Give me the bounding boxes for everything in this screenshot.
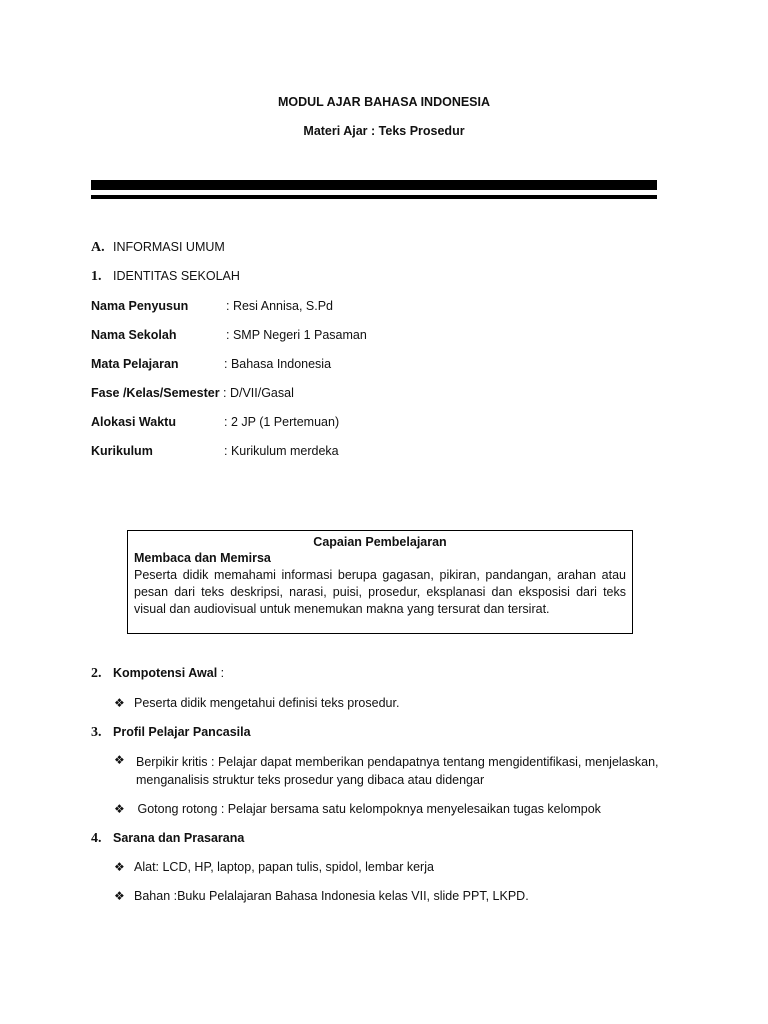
section-3-label: Profil Pelajar Pancasila [113,725,251,739]
section-4-heading [91,831,244,847]
list-item [114,753,674,789]
section-a-heading [91,240,225,256]
identity-key: Kurikulum [91,444,153,458]
identity-value: : D/VII/Gasal [223,386,294,400]
list-item-text: Alat: LCD, HP, laptop, papan tulis, spidol, lembar kerja [134,860,434,874]
section-4-label: Sarana dan Prasarana [113,831,245,845]
section-a-letter: A. [91,240,105,255]
diamond-bullet-icon: ❖ [114,860,125,874]
identity-key: Alokasi Waktu [91,415,176,429]
document-title: MODUL AJAR BAHASA INDONESIA [277,95,491,109]
identity-key: Nama Penyusun [91,299,189,313]
list-item-text: Peserta didik mengetahui definisi teks prosedur. [134,696,400,710]
identity-key: Nama Sekolah [91,328,177,342]
section-a-label: INFORMASI UMUM [113,240,225,254]
section-2-heading [91,666,224,682]
capaian-title: Capaian Pembelajaran [313,535,447,549]
list-item-text: Bahan :Buku Pelalajaran Bahasa Indonesia kelas VII, slide PPT, LKPD. [134,889,529,903]
diamond-bullet-icon: ❖ [114,696,125,710]
identity-value: : 2 JP (1 Pertemuan) [224,415,340,429]
section-2-number: 2. [91,666,102,681]
section-1-label: IDENTITAS SEKOLAH [113,269,240,283]
diamond-bullet-icon: ❖ [114,889,125,903]
list-item [114,802,601,816]
section-2-suffix: : [217,666,225,680]
section-1-heading [91,269,240,285]
identity-value: : SMP Negeri 1 Pasaman [226,328,367,342]
header-divider-thick [91,180,657,190]
header-divider-thin [91,195,657,199]
list-item-text: Gotong rotong : Pelajar bersama satu kelompoknya menyelesaikan tugas kelompok [134,802,601,816]
section-4-number: 4. [91,831,102,846]
capaian-pembelajaran-box [127,530,633,634]
document-subtitle: Materi Ajar : Teks Prosedur [303,124,465,138]
list-item [114,889,529,903]
capaian-text: Peserta didik memahami informasi berupa gagasan, pikiran, pandangan, arahan atau pesan dari teks deskripsi, narasi, puisi, prosedur, eksplanasi dan eksposisi dari teks visual dan audiovisual untuk menemukan makna yang tersurat dan tersirat. [134,568,626,616]
list-item [114,696,399,710]
list-item [114,860,434,874]
identity-key: Mata Pelajaran [91,357,179,371]
section-3-number: 3. [91,725,102,740]
list-item-text: Berpikir kritis : Pelajar dapat memberikan pendapatnya tentang mengidentifikasi, menjelaskan, menganalisis struktur teks prosedur yang dibaca atau didengar [136,755,659,787]
identity-value: : Kurikulum merdeka [224,444,339,458]
identity-value: : Bahasa Indonesia [224,357,332,371]
diamond-bullet-icon: ❖ [114,753,125,767]
section-1-number: 1. [91,269,102,284]
diamond-bullet-icon: ❖ [114,802,125,816]
section-2-label: Kompotensi Awal [113,666,218,680]
identity-value: : Resi Annisa, S.Pd [226,299,334,313]
section-3-heading [91,725,251,741]
capaian-subtitle: Membaca dan Memirsa [134,551,271,565]
identity-key: Fase /Kelas/Semester [91,386,220,400]
